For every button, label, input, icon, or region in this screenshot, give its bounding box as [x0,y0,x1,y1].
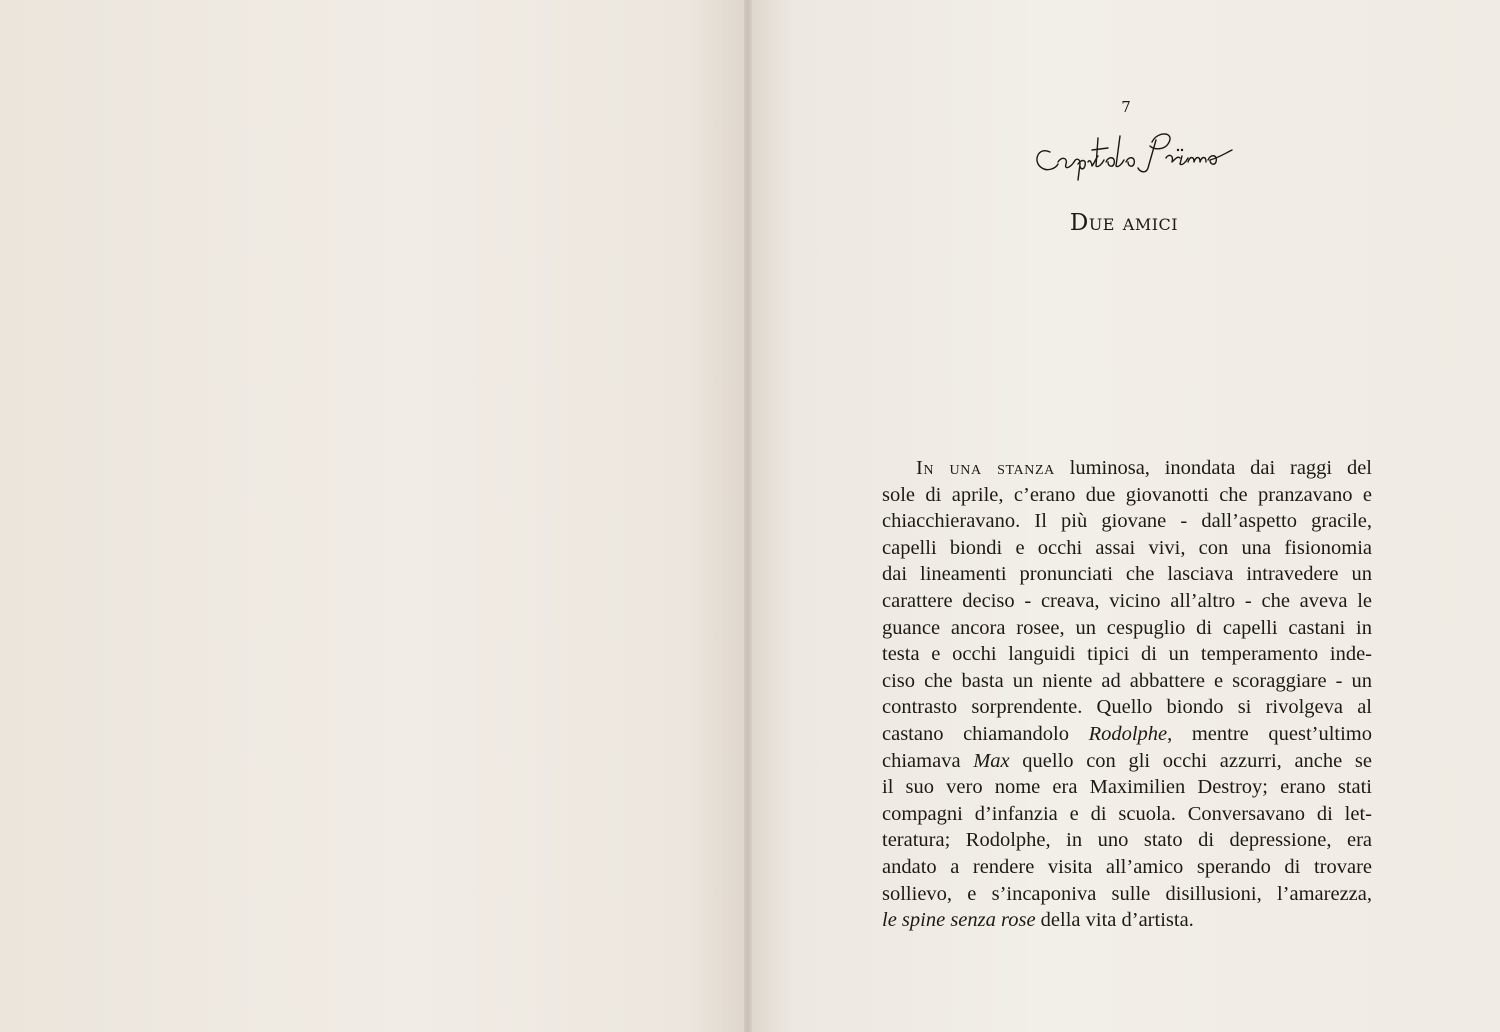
text-line: dai lineamenti pronunciati che lasciava intravedere un [882,563,1372,586]
body-paragraph [882,455,1372,934]
chapter-title: Due amici [1069,210,1179,236]
text-line: il suo vero nome era Maximilien Destroy; erano stati [882,776,1372,799]
page-number: 7 [1121,98,1131,116]
text-line: sole di aprile, c’erano due giovanotti che pranzavano e [882,483,1372,506]
text-line: chiacchieravano. Il più giovane - dall’aspetto gracile, [882,510,1372,533]
text-line: chiamava Max quello con gli occhi azzurri, anche se [882,749,1372,772]
text-line: sollievo, e s’incaponiva sulle disillusioni, l’amarezza, [882,882,1372,905]
text-line: le spine senza rose della vita d’artista. [882,909,1194,932]
text-line: In una stanza luminosa, inondata dai raggi del [916,457,1372,479]
text-line: capelli biondi e occhi assai vivi, con una fisionomia [882,536,1372,559]
text-line: compagni d’infanzia e di scuola. Conversavano di let- [882,802,1372,825]
text-line: andato a rendere visita all’amico sperando di trovare [882,855,1372,878]
text-line: carattere deciso - creava, vicino all’altro - che aveva le [882,589,1372,612]
text-line: teratura; Rodolphe, in uno stato di depressione, era [882,829,1372,852]
text-line: guance ancora rosee, un cespuglio di capelli castani in [882,616,1372,639]
text-line: contrasto sorprendente. Quello biondo si rivolgeva al [882,696,1372,719]
text-line: castano chiamandolo Rodolphe, mentre quest’ultimo [882,722,1373,745]
text-line: ciso che basta un niente ad abbattere e scoraggiare - un [882,669,1372,692]
right-page [748,0,1500,1032]
chapter-heading-script [1028,128,1238,188]
italic-name: Max [973,749,1010,772]
italic-name: Rodolphe [1088,722,1168,745]
left-page-blank [0,0,748,1032]
italic-phrase: le spine senza rose [882,909,1036,932]
book-gutter [744,0,752,1032]
text-line: testa e occhi languidi tipici di un temperamento inde- [882,643,1372,666]
lead-in-small-caps: In una stanza [916,457,1055,479]
